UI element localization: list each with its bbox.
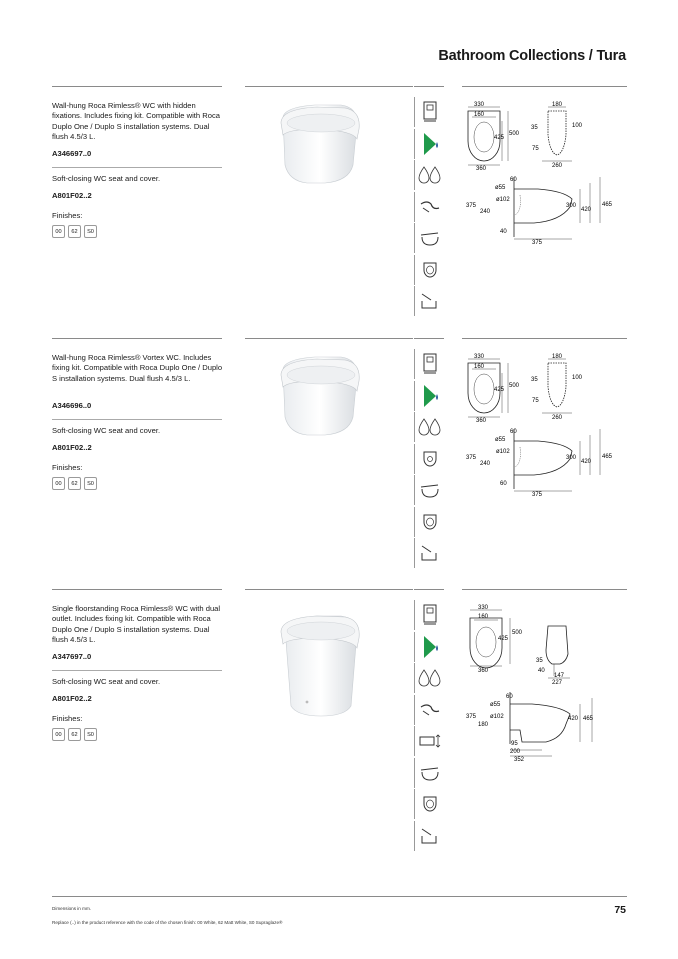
- dual-outlet-icon: [414, 726, 444, 756]
- product-code: A346697..0: [52, 149, 92, 158]
- dim-label: 60: [510, 429, 517, 435]
- dim-label: ø102: [496, 197, 510, 203]
- feature-icons: [414, 600, 444, 852]
- dim-label: 330: [478, 605, 489, 611]
- product-section-3: [0, 590, 678, 890]
- finish-swatch: 62: [68, 728, 81, 741]
- dim-label: 352: [514, 757, 525, 763]
- product-section-1: [0, 87, 678, 337]
- seat-code: A801F02..2: [52, 443, 92, 452]
- dim-label: 500: [512, 630, 523, 636]
- cistern-icon: [414, 600, 444, 630]
- rimless-icon: [414, 129, 444, 159]
- finish-swatch: 00: [52, 728, 65, 741]
- dim-label: 160: [478, 614, 489, 620]
- dim-label: 147: [554, 673, 565, 679]
- finish-swatch: 00: [52, 225, 65, 238]
- dim-label: 300: [566, 455, 577, 461]
- product-code: A346696..0: [52, 401, 92, 410]
- dim-label: 35: [531, 377, 538, 383]
- finish-swatch: 62: [68, 225, 81, 238]
- water-saving-icon: [414, 663, 444, 693]
- finish-swatch: 62: [68, 477, 81, 490]
- dim-label: 240: [480, 461, 491, 467]
- dim-label: 35: [531, 125, 538, 131]
- dim-label: 160: [474, 112, 485, 118]
- dim-label: 425: [494, 135, 505, 141]
- finishes-list: [52, 728, 97, 741]
- finish-swatch: S0: [84, 477, 97, 490]
- product-description: Single floorstanding Roca Rimless® WC with dual outlet. Includes fixing kit. Compatible with Roca Duplo One / Duplo S installation systems. Dual flush 4.5/3 L.: [52, 604, 221, 645]
- page-header-title: Bathroom Collections / Tura: [438, 48, 626, 64]
- dim-label: 260: [552, 163, 563, 169]
- dim-label: 40: [500, 229, 507, 235]
- seat-icon: [414, 475, 444, 505]
- dim-label: 260: [552, 415, 563, 421]
- finish-swatch: S0: [84, 728, 97, 741]
- dim-label: 360: [476, 418, 487, 424]
- technical-drawing: [462, 594, 627, 834]
- dim-label: 160: [474, 364, 485, 370]
- dim-label: 240: [480, 209, 491, 215]
- dim-label: 375: [466, 455, 477, 461]
- seat-description: Soft-closing WC seat and cover.: [52, 174, 161, 183]
- dim-label: 35: [536, 658, 543, 664]
- water-saving-icon: [414, 160, 444, 190]
- finishes-label: Finishes:: [52, 714, 83, 723]
- finishes-list: [52, 477, 97, 490]
- rimless-icon: [414, 381, 444, 411]
- soft-close-icon: [414, 821, 444, 851]
- dim-label: 465: [602, 202, 613, 208]
- dim-label: 360: [476, 166, 487, 172]
- divider: [52, 896, 627, 897]
- water-saving-icon: [414, 412, 444, 442]
- feature-icons: [414, 97, 444, 318]
- dim-label: 500: [509, 383, 520, 389]
- product-image: [245, 87, 413, 337]
- soft-close-icon: [414, 538, 444, 568]
- wall-hung-icon: [414, 695, 444, 725]
- divider: [52, 167, 222, 168]
- dim-label: 100: [572, 375, 583, 381]
- product-description: Wall-hung Roca Rimless® Vortex WC. Includes fixing kit. Compatible with Roca Duplo One / Duplo S installation systems. Dual flush 4.5/3 L.: [52, 353, 223, 383]
- seat-code: A801F02..2: [52, 191, 92, 200]
- dim-label: 40: [538, 668, 545, 674]
- vortex-icon: [414, 444, 444, 474]
- dim-label: 375: [532, 492, 543, 498]
- cistern-icon: [414, 97, 444, 127]
- seat-icon: [414, 758, 444, 788]
- dim-label: 95: [511, 741, 518, 747]
- product-image: [245, 339, 413, 589]
- dim-label: 465: [602, 454, 613, 460]
- dim-label: 200: [510, 749, 521, 755]
- dim-label: 60: [506, 694, 513, 700]
- dim-label: 75: [532, 398, 539, 404]
- dim-label: 180: [552, 102, 563, 108]
- dim-label: 420: [581, 207, 592, 213]
- finish-code-note: Replace (..) in the product reference with the code of the chosen finish: 00 White, 62 Matt White, S0 Supraglaze®: [52, 920, 283, 925]
- wall-hung-icon: [414, 192, 444, 222]
- dim-label: 330: [474, 354, 485, 360]
- dim-label: 425: [494, 387, 505, 393]
- dim-label: 100: [572, 123, 583, 129]
- seat-icon: [414, 223, 444, 253]
- finish-swatch: 00: [52, 477, 65, 490]
- product-code: A347697..0: [52, 652, 92, 661]
- cistern-icon: [414, 349, 444, 379]
- product-section-2: [0, 339, 678, 589]
- divider: [52, 419, 222, 420]
- technical-drawing: [462, 343, 627, 583]
- technical-drawing: [462, 91, 627, 331]
- dim-label: 465: [583, 716, 594, 722]
- seat-description: Soft-closing WC seat and cover.: [52, 426, 161, 435]
- dim-label: 375: [532, 240, 543, 246]
- dim-label: 500: [509, 131, 520, 137]
- dim-label: ø102: [496, 449, 510, 455]
- seat-code: A801F02..2: [52, 694, 92, 703]
- dim-label: 180: [478, 722, 489, 728]
- dim-label: 60: [510, 177, 517, 183]
- product-image: [245, 590, 413, 840]
- finishes-label: Finishes:: [52, 211, 83, 220]
- dimensions-note: Dimensions in mm.: [52, 906, 92, 911]
- dim-label: 420: [581, 459, 592, 465]
- dim-label: ø55: [490, 702, 501, 708]
- top-view-icon: [414, 789, 444, 819]
- dim-label: 60: [500, 481, 507, 487]
- dim-label: 375: [466, 714, 477, 720]
- dim-label: 300: [566, 203, 577, 209]
- product-description: Wall-hung Roca Rimless® WC with hidden fixations. Includes fixing kit. Compatible with Roca Duplo One / Duplo S installation systems. Dual flush 4.5/3 L.: [52, 101, 220, 142]
- finishes-label: Finishes:: [52, 463, 83, 472]
- dim-label: 75: [532, 146, 539, 152]
- dim-label: 227: [552, 680, 563, 686]
- top-view-icon: [414, 255, 444, 285]
- dim-label: 180: [552, 354, 563, 360]
- finishes-list: [52, 225, 97, 238]
- page-number: 75: [614, 904, 626, 916]
- seat-description: Soft-closing WC seat and cover.: [52, 677, 161, 686]
- dim-label: 330: [474, 102, 485, 108]
- divider: [52, 670, 222, 671]
- dim-label: 420: [568, 716, 579, 722]
- soft-close-icon: [414, 286, 444, 316]
- dim-label: ø102: [490, 714, 504, 720]
- rimless-icon: [414, 632, 444, 662]
- dim-label: 360: [478, 668, 489, 674]
- top-view-icon: [414, 507, 444, 537]
- dim-label: ø55: [495, 185, 506, 191]
- dim-label: ø55: [495, 437, 506, 443]
- finish-swatch: S0: [84, 225, 97, 238]
- dim-label: 425: [498, 636, 509, 642]
- feature-icons: [414, 349, 444, 570]
- dim-label: 375: [466, 203, 477, 209]
